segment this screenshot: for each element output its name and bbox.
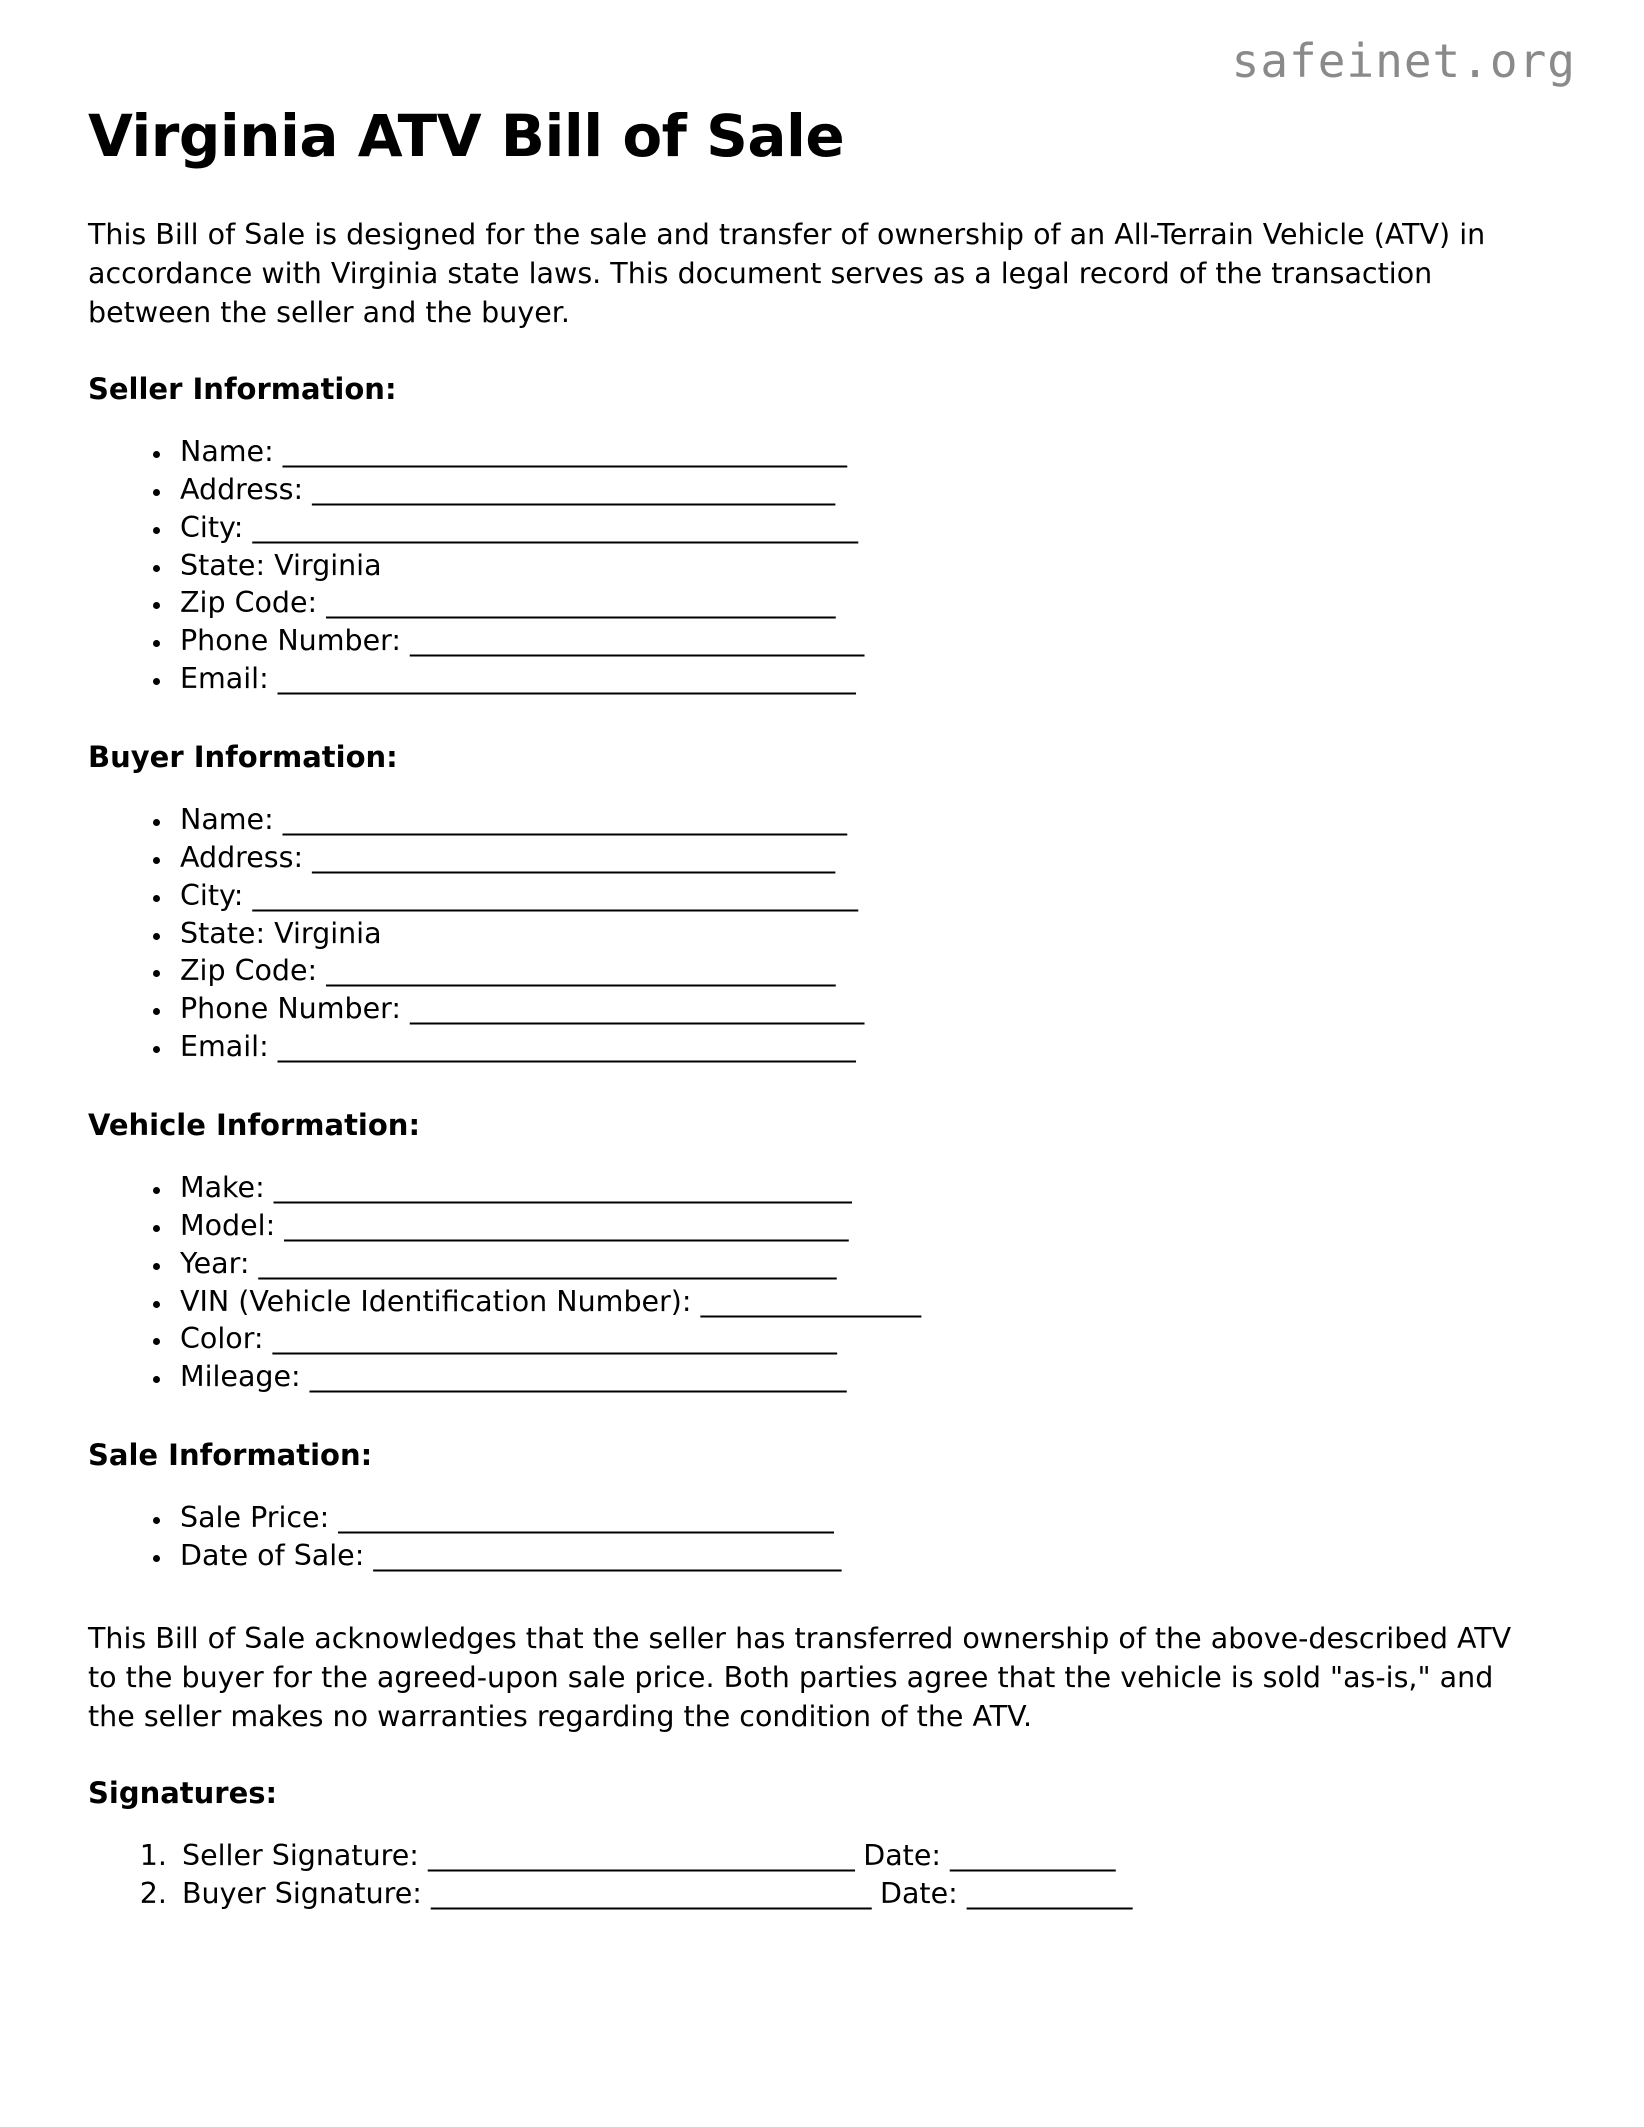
field-label: City: [180, 510, 244, 544]
field-blank[interactable]: _________________________________________ [282, 802, 847, 836]
field-label: VIN (Vehicle Identification Number): [180, 1284, 692, 1318]
list-item [174, 660, 1558, 698]
list-item [174, 547, 1558, 585]
field-blank[interactable]: _________________________________________ [284, 1208, 848, 1242]
field-blank[interactable]: __________________________________ [373, 1538, 841, 1572]
list-item [174, 1283, 1558, 1321]
date-label: Date: [880, 1876, 958, 1910]
field-label: Phone Number: [180, 992, 401, 1026]
field-blank[interactable]: __________________________________________ [277, 662, 856, 696]
list-item [174, 1358, 1558, 1396]
document-body [88, 104, 1558, 1955]
field-label: State: Virginia [180, 548, 382, 582]
signature-blank[interactable]: ________________________________ [430, 1876, 871, 1910]
field-label: Year: [180, 1246, 250, 1280]
field-blank[interactable]: ______________________________________ [312, 840, 835, 874]
buyer-field-list [88, 801, 1558, 1066]
field-label: State: Virginia [180, 916, 382, 950]
list-item [174, 433, 1558, 471]
page-title: Virginia ATV Bill of Sale [88, 102, 845, 170]
buyer-section-heading: Buyer Information: [88, 740, 398, 775]
field-blank[interactable]: _______________________________________ [309, 1360, 846, 1394]
site-watermark: safeinet.org [1231, 34, 1576, 88]
field-blank[interactable]: ________________ [700, 1284, 921, 1318]
field-label: Address: [180, 840, 304, 874]
field-blank[interactable]: __________________________________________ [273, 1170, 852, 1204]
field-label: Zip Code: [180, 586, 318, 620]
list-item [174, 1169, 1558, 1207]
field-blank[interactable]: _________________________________ [410, 624, 864, 658]
field-label: Name: [180, 802, 274, 836]
list-item [174, 509, 1558, 547]
field-label: Make: [180, 1170, 265, 1204]
signature-label: Seller Signature: [182, 1838, 419, 1872]
field-label: Sale Price: [180, 1501, 330, 1535]
field-label: Date of Sale: [180, 1538, 365, 1572]
list-item [174, 839, 1558, 877]
seller-field-list [88, 433, 1558, 698]
intro-paragraph: This Bill of Sale is designed for the sale and transfer of ownership of an All-Terrain Vehicle (ATV) in accordance with Virginia state laws. This document serves as a legal record of the transaction between the seller and the buyer. [88, 217, 1486, 330]
field-blank[interactable]: _________________________________________ [272, 1322, 837, 1356]
date-blank[interactable]: ____________ [966, 1876, 1132, 1910]
field-label: Address: [180, 472, 304, 506]
list-item [174, 1499, 1558, 1537]
field-blank[interactable]: __________________________________________ [258, 1246, 837, 1280]
list-item [174, 1245, 1558, 1283]
closing-paragraph: This Bill of Sale acknowledges that the seller has transferred ownership of the above-described ATV to the buyer for the agreed-upon sale price. Both parties agree that the vehicle is sold "as-is," and the seller makes no warranties regarding the condition of the ATV. [88, 1621, 1512, 1733]
list-item [174, 1537, 1558, 1575]
list-item [174, 471, 1558, 509]
field-blank[interactable]: ____________________________________________ [252, 510, 858, 544]
list-item [174, 915, 1558, 953]
signature-list [88, 1837, 1558, 1913]
field-label: Email: [180, 662, 269, 696]
field-blank[interactable]: ____________________________________ [338, 1501, 834, 1535]
field-blank[interactable]: _____________________________________ [326, 586, 835, 620]
field-label: Color: [180, 1322, 264, 1356]
field-label: Model: [180, 1208, 276, 1242]
field-label: Name: [180, 434, 274, 468]
vehicle-section-heading: Vehicle Information: [88, 1108, 421, 1143]
field-label: Phone Number: [180, 624, 401, 658]
date-label: Date: [863, 1838, 941, 1872]
sale-field-list [88, 1499, 1558, 1575]
list-item [174, 1028, 1558, 1066]
field-label: Zip Code: [180, 954, 318, 988]
list-item [174, 952, 1558, 990]
field-blank[interactable]: __________________________________________ [277, 1030, 856, 1064]
date-blank[interactable]: ____________ [950, 1838, 1116, 1872]
field-blank[interactable]: ______________________________________ [312, 472, 835, 506]
field-blank[interactable]: _________________________________ [410, 992, 864, 1026]
sale-section-heading: Sale Information: [88, 1438, 373, 1473]
list-item [174, 801, 1558, 839]
signatures-section-heading: Signatures: [88, 1775, 278, 1810]
list-item [174, 1207, 1558, 1245]
list-item [174, 1320, 1558, 1358]
list-item [176, 1875, 1558, 1913]
field-blank[interactable]: _____________________________________ [326, 954, 835, 988]
field-blank[interactable]: _________________________________________ [282, 434, 847, 468]
field-label: Mileage: [180, 1360, 301, 1394]
list-item [174, 877, 1558, 915]
vehicle-field-list [88, 1169, 1558, 1396]
list-item [174, 990, 1558, 1028]
list-item [174, 584, 1558, 622]
signature-label: Buyer Signature: [182, 1876, 422, 1910]
list-item [174, 622, 1558, 660]
field-label: City: [180, 878, 244, 912]
signature-blank[interactable]: _______________________________ [427, 1838, 855, 1872]
field-label: Email: [180, 1030, 269, 1064]
field-blank[interactable]: ____________________________________________ [252, 878, 858, 912]
list-item [176, 1837, 1558, 1875]
seller-section-heading: Seller Information: [88, 372, 397, 407]
